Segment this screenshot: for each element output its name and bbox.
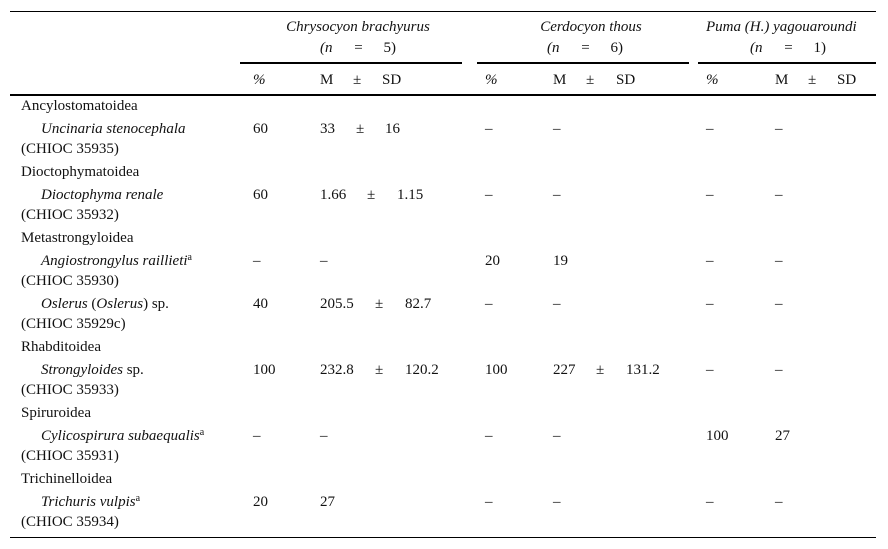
ct-m: 19 (553, 253, 568, 269)
footnote-mark: a (135, 493, 141, 504)
n-value: 5) (383, 40, 396, 56)
sub-pm-1: ± (353, 72, 362, 88)
cb-sd: 1.15 (397, 187, 424, 203)
species-code: (CHIOC 35930) (21, 273, 119, 289)
n-puma (750, 39, 826, 57)
cb-pm: ± (367, 187, 376, 203)
species-name-text: Angiostrongylus raillieti (41, 253, 188, 269)
pu-pct: 100 (706, 428, 729, 444)
group-label: Dioctophymatoidea (21, 164, 140, 180)
species-genus: Strongyloides (41, 362, 123, 378)
ct-pct: – (485, 428, 493, 444)
species-name (41, 361, 144, 379)
pu-pct: – (706, 494, 714, 510)
species-paren-close: ) sp. (143, 296, 169, 312)
cb-pct: 20 (253, 494, 268, 510)
ct-m: – (553, 121, 561, 137)
species-name-text: Trichuris vulpis (41, 494, 136, 510)
n-eq: = (581, 40, 590, 56)
species-code: (CHIOC 35933) (21, 382, 119, 398)
species-code: (CHIOC 35931) (21, 448, 119, 464)
group-label: Rhabditoidea (21, 339, 101, 355)
species-code: (CHIOC 35935) (21, 141, 119, 157)
n-eq: = (354, 40, 363, 56)
species-suffix: sp. (122, 362, 144, 378)
pu-pct: – (706, 187, 714, 203)
species-code: (CHIOC 35934) (21, 514, 119, 530)
species-rule-2 (477, 62, 689, 64)
footnote-mark: a (187, 252, 192, 263)
species-name-text: Cylicospirura subaequalis (41, 428, 200, 444)
ct-pm: ± (596, 362, 605, 378)
ct-m: – (553, 296, 561, 312)
pu-m: – (775, 296, 783, 312)
pu-m: – (775, 253, 783, 269)
species-code: (CHIOC 35929c) (21, 316, 126, 332)
sub-pm-2: ± (586, 72, 595, 88)
ct-pct: – (485, 296, 493, 312)
species-header-chrysocyon: Chrysocyon brachyurus (286, 19, 430, 35)
n-cerdocyon (547, 39, 623, 57)
species-header-cerdocyon: Cerdocyon thous (540, 19, 642, 35)
cb-pct: – (253, 253, 261, 269)
cb-pm: ± (375, 296, 384, 312)
group-label: Spiruroidea (21, 405, 91, 421)
ct-pct: – (485, 121, 493, 137)
species-paren-open: ( (87, 296, 97, 312)
n-value: 1) (813, 40, 826, 56)
sub-pm-3: ± (808, 72, 817, 88)
sub-pct-1: % (253, 72, 266, 88)
sub-pct-3: % (706, 72, 719, 88)
cb-m: – (320, 253, 328, 269)
pu-pct: – (706, 296, 714, 312)
cb-pm: ± (375, 362, 384, 378)
puma-name-3: ) yagouaroundi (764, 19, 857, 35)
sub-sd-1: SD (382, 72, 402, 88)
puma-name-1: Puma ( (706, 19, 750, 35)
cb-pct: 100 (253, 362, 276, 378)
cb-pm: ± (356, 121, 365, 137)
species-genus: Oslerus (41, 296, 88, 312)
cb-m: 1.66 (320, 187, 347, 203)
species-rule-3 (698, 62, 876, 64)
species-name: Dioctophyma renale (41, 187, 164, 203)
sub-sd-3: SD (837, 72, 857, 88)
ct-sd: 131.2 (626, 362, 660, 378)
ct-m: – (553, 187, 561, 203)
cb-sd: 82.7 (405, 296, 432, 312)
pu-m: – (775, 121, 783, 137)
cb-sd: 16 (385, 121, 400, 137)
species-name (41, 252, 192, 270)
pu-m: – (775, 494, 783, 510)
cb-m: – (320, 428, 328, 444)
cb-pct: 60 (253, 121, 268, 137)
species-name (41, 427, 204, 445)
pu-pct: – (706, 253, 714, 269)
ct-pct: 100 (485, 362, 508, 378)
cb-pct: 60 (253, 187, 268, 203)
species-name (41, 493, 140, 511)
ct-pct: 20 (485, 253, 500, 269)
group-label: Metastrongyloidea (21, 230, 134, 246)
cb-m: 232.8 (320, 362, 354, 378)
puma-name-2: H. (749, 19, 765, 35)
pu-pct: – (706, 362, 714, 378)
cb-pct: – (253, 428, 261, 444)
parasite-table (10, 11, 876, 538)
n-label: (n (547, 40, 560, 56)
n-label: (n (750, 40, 763, 56)
top-rule (10, 11, 876, 12)
bottom-rule (10, 537, 876, 538)
n-eq: = (784, 40, 793, 56)
sub-sd-2: SD (616, 72, 636, 88)
species-rule-1 (240, 62, 462, 64)
cb-sd: 120.2 (405, 362, 439, 378)
species-name: Uncinaria stenocephala (41, 121, 186, 137)
sub-m-3: M (775, 72, 789, 88)
ct-pct: – (485, 187, 493, 203)
species-name (41, 295, 169, 313)
pu-pct: – (706, 121, 714, 137)
species-code: (CHIOC 35932) (21, 207, 119, 223)
footnote-mark: a (199, 427, 205, 438)
sub-m-2: M (553, 72, 567, 88)
species-subgenus: Oslerus (96, 296, 144, 312)
species-header-puma (706, 18, 857, 36)
ct-m: – (553, 494, 561, 510)
ct-pct: – (485, 494, 493, 510)
cb-m: 27 (320, 494, 335, 510)
sub-m-1: M (320, 72, 334, 88)
pu-m: – (775, 187, 783, 203)
cb-pct: 40 (253, 296, 268, 312)
ct-m: 227 (553, 362, 576, 378)
pu-m: – (775, 362, 783, 378)
n-value: 6) (610, 40, 623, 56)
cb-m: 205.5 (320, 296, 354, 312)
sub-pct-2: % (485, 72, 498, 88)
ct-m: – (553, 428, 561, 444)
pu-m: 27 (775, 428, 790, 444)
n-label: (n (320, 40, 333, 56)
group-label: Ancylostomatoidea (21, 98, 138, 114)
header-rule (10, 94, 876, 96)
n-chrysocyon (320, 39, 396, 57)
group-label: Trichinelloidea (21, 471, 113, 487)
cb-m: 33 (320, 121, 335, 137)
